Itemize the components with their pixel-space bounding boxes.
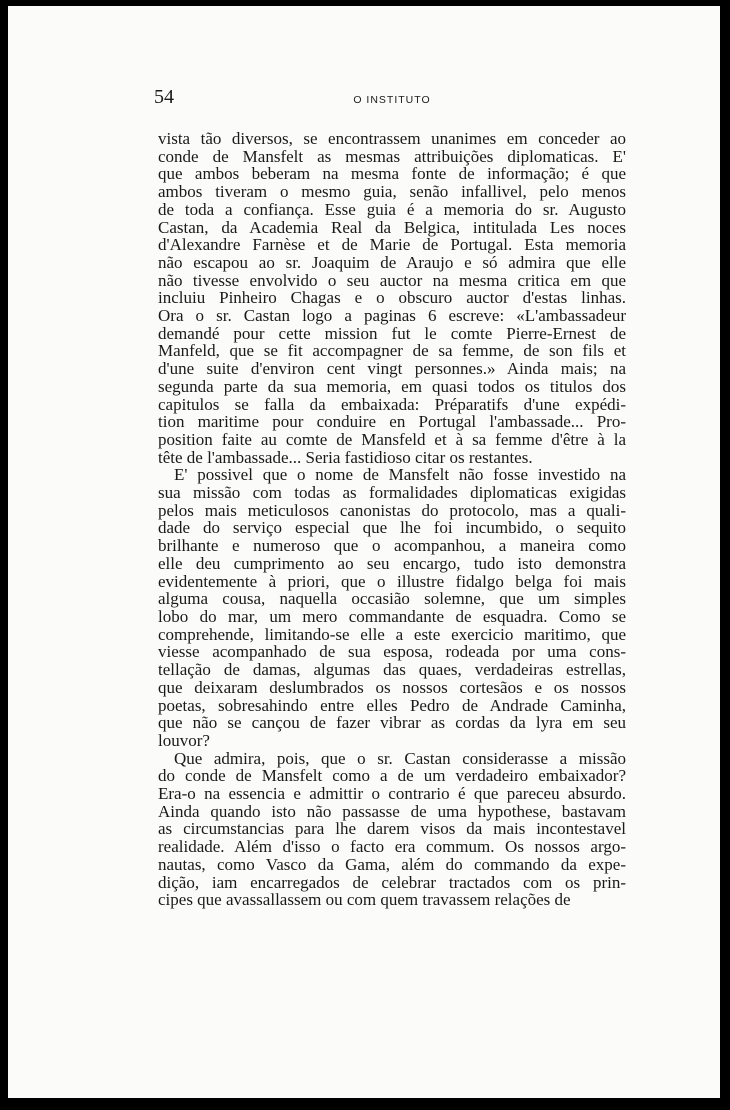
text-line: Que admira, pois, que o sr. Castan considerasse a missão [174,748,626,768]
text-line: cipes que avassallassem ou com quem travassem relações de [158,890,571,910]
scan-border [722,0,730,1110]
text-line: não escapou ao sr. Joaquim de Araujo e só admira que elle [158,252,626,272]
body-text [158,130,626,909]
text-line: realidade. Além d'isso o facto era commum. Os nossos argo- [158,837,626,857]
text-line: dade do serviço especial que lhe foi incumbido, o sequito [158,518,626,538]
text-line: que deixaram deslumbrados os nossos cortesãos e os nossos [158,677,626,697]
paragraph [158,130,626,466]
text-line: capitulos se falla da embaixada: Préparatifs d'une expédi- [158,394,626,414]
text-line: Manfeld, que se fit accompagner de sa femme, de son fils et [158,341,626,361]
text-line: poetas, sobresahindo entre elles Pedro de Andrade Caminha, [158,695,626,715]
text-line: que não se cançou de fazer vibrar as cordas da lyra em seu [158,713,626,733]
text-line: dição, iam encarregados de celebrar tractados com os prin- [158,872,626,892]
text-line: louvor? [158,730,210,750]
text-line: Castan, da Academia Real da Belgica, intitulada Les noces [158,217,626,237]
text-line: tête de l'ambassade... Seria fastidioso citar os restantes. [158,447,533,467]
page-number: 54 [154,86,174,108]
text-line: ambos tiveram o mesmo guia, senão infallivel, pelo menos [158,182,626,202]
text-line: nautas, como Vasco da Gama, além do commando da expe- [158,854,626,874]
text-line: comprehende, limitando-se elle a este exercicio maritimo, que [158,624,626,644]
text-line: d'une suite d'environ cent vingt personnes.» Ainda mais; na [158,359,626,379]
text-line: do conde de Mansfelt como a de um verdadeiro embaixador? [158,766,626,786]
text-line: sua missão com todas as formalidades diplomaticas exigidas [158,483,626,503]
paragraph [158,750,626,909]
text-line: não tivesse envolvido o seu auctor na mesma critica em que [158,270,626,290]
text-line: Ora o sr. Castan logo a paginas 6 escreve: «L'ambassadeur [158,306,626,326]
text-line: as circumstancias para lhe darem visos da mais incontestavel [158,819,626,839]
text-line: demandé pour cette mission fut le comte Pierre-Ernest de [158,323,626,343]
text-line: Era-o na essencia e admittir o contrario é que pareceu absurdo. [158,784,626,804]
text-line: brilhante e numeroso que o acompanhou, a maneira como [158,536,626,556]
text-line: segunda parte da sua memoria, em quasi todos os titulos dos [158,376,626,396]
text-line: tellação de damas, algumas das quaes, verdadeiras estrellas, [158,660,626,680]
text-line: conde de Mansfelt as mesmas attribuições diplomaticas. E' [158,146,626,166]
text-line: lobo do mar, um mero commandante de esquadra. Como se [158,606,626,626]
text-line: alguma cousa, naquella occasião solemne, que um simples [158,589,626,609]
text-line: position faite au comte de Mansfeld et à sa femme d'être à la [158,429,626,449]
text-line: E' possivel que o nome de Mansfelt não fosse investido na [174,465,626,485]
paragraph [158,466,626,749]
text-line: pelos mais meticulosos canonistas do protocolo, mas a quali- [158,500,626,520]
text-line: vista tão diversos, se encontrassem unanimes em conceder ao [158,129,626,148]
running-title: O INSTITUTO [353,94,431,106]
text-line: viesse acompanhado de sua esposa, rodeada por uma cons- [158,642,626,662]
text-line: elle deu cumprimento ao seu encargo, tudo isto demonstra [158,553,626,573]
text-line: Ainda quando isto não passasse de uma hypothese, bastavam [158,801,626,821]
text-line: incluiu Pinheiro Chagas e o obscuro auctor d'estas linhas. [158,288,626,308]
page-header [154,86,630,110]
text-line: que ambos beberam na mesma fonte de informação; é que [158,164,626,184]
text-line: d'Alexandre Farnèse et de Marie de Portugal. Esta memoria [158,235,626,255]
text-line: de toda a confiança. Esse guia é a memoria do sr. Augusto [158,199,626,219]
text-line: tion maritime pour conduire en Portugal l'ambassade... Pro- [158,412,626,432]
text-line: evidentemente à priori, que o illustre fidalgo belga foi mais [158,571,626,591]
